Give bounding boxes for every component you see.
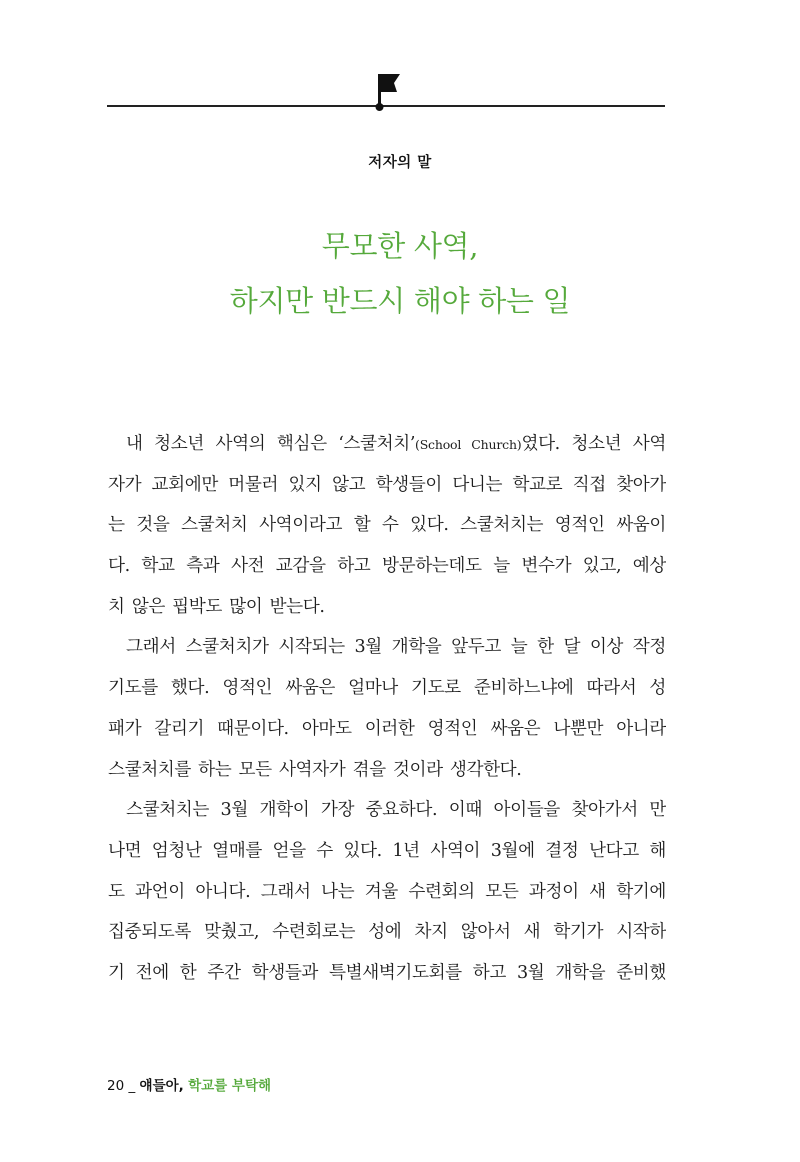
body-line: 는 것을 스쿨처치 사역이라고 할 수 있다. 스쿨처치는 영적인 싸움이 — [108, 515, 666, 536]
footer-series: 얘들아, — [139, 1078, 184, 1094]
body-line: 스쿨처치는 3월 개학이 가장 중요하다. 이때 아이들을 찾아가서 만 — [126, 800, 666, 821]
body-line: 패가 갈리기 때문이다. 아마도 이러한 영적인 싸움은 나뿐만 아니라 — [108, 718, 666, 739]
footer-separator: _ — [128, 1078, 136, 1094]
body-line: 기 전에 한 주간 학생들과 특별새벽기도회를 하고 3월 개학을 준비했 — [108, 962, 666, 983]
body-line-text: 였다. 청소년 사역 — [521, 434, 666, 454]
chapter-title-line-2: 하지만 반드시 해야 하는 일 — [229, 284, 571, 318]
page-footer — [107, 1074, 271, 1094]
body-line: 스쿨처치를 하는 모든 사역자가 겪을 것이라 생각한다. — [108, 759, 522, 780]
body-line: 자가 교회에만 머물러 있지 않고 학생들이 다니는 학교로 직접 찾아가 — [108, 474, 666, 495]
body-line: 그래서 스쿨처치가 시작되는 3월 개학을 앞두고 늘 한 달 이상 작정 — [126, 637, 666, 658]
body-text — [108, 424, 666, 994]
body-line: 도 과언이 아니다. 그래서 나는 겨울 수련회의 모든 과정이 새 학기에 — [108, 881, 666, 902]
page-number: 20 — [107, 1078, 125, 1094]
body-line-text: 내 청소년 사역의 핵심은 ‘스쿨처치’ — [126, 434, 416, 454]
body-line: 나면 엄청난 열매를 얻을 수 있다. 1년 사역이 3월에 결정 난다고 해 — [108, 840, 666, 861]
footer-book-title: 학교를 부탁해 — [188, 1078, 272, 1094]
body-line: 집중되도록 맞췄고, 수련회로는 성에 차지 않아서 새 학기가 시작하 — [108, 922, 666, 943]
chapter-title-line-1: 무모한 사역, — [321, 229, 479, 263]
body-line-annotation: (School Church) — [415, 437, 522, 452]
body-line — [108, 424, 666, 465]
flag-icon — [375, 72, 403, 112]
body-line: 다. 학교 측과 사전 교감을 하고 방문하는데도 늘 변수가 있고, 예상 — [108, 556, 666, 577]
section-label: 저자의 말 — [368, 155, 432, 171]
body-line: 치 않은 핍박도 많이 받는다. — [108, 596, 325, 617]
body-line: 기도를 했다. 영적인 싸움은 얼마나 기도로 준비하느냐에 따라서 성 — [108, 678, 666, 699]
